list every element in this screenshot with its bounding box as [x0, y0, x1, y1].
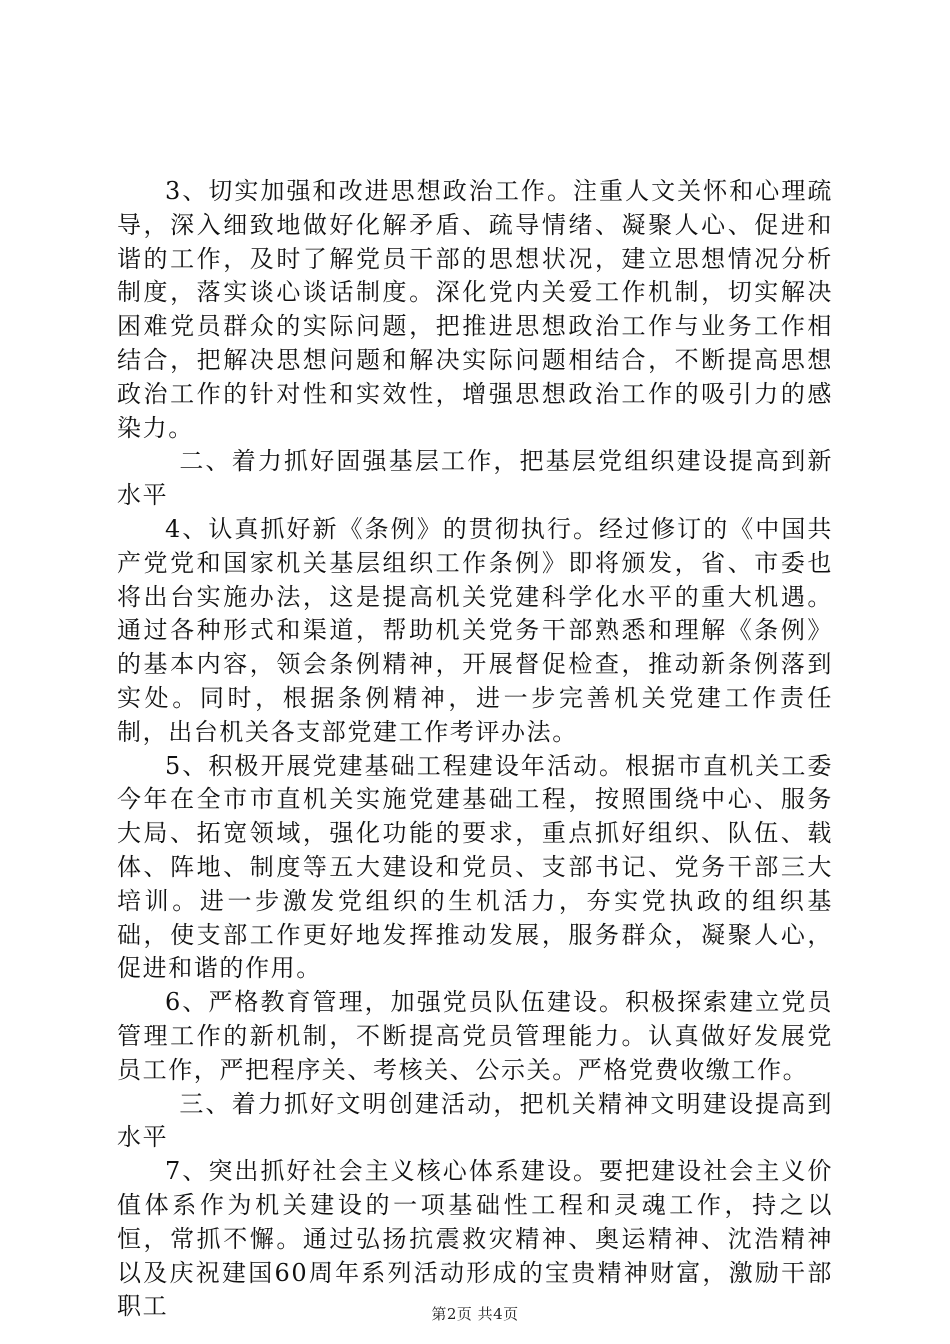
paragraph-item-4: 4、认真抓好新《条例》的贯彻执行。经过修订的《中国共产党党和国家机关基层组织工作条例》即将颁发，省、市委也将出台实施办法，这是提高机关党建科学化水平的重大机遇。通过各种形式和渠道，帮助机关党务干部熟悉和理解《条例》的基本内容，领会条例精神，开展督促检查，推动新条例落到实处。同时，根据条例精神，进一步完善机关党建工作责任制，出台机关各支部党建工作考评办法。 [117, 514, 833, 746]
paragraph-item-3: 3、切实加强和改进思想政治工作。注重人文关怀和心理疏导，深入细致地做好化解矛盾、疏导情绪、凝聚人心、促进和谐的工作，及时了解党员干部的思想状况，建立思想情况分析制度，落实谈心谈话制度。深化党内关爱工作机制，切实解决困难党员群众的实际问题，把推进思想政治工作与业务工作相结合，把解决思想问题和解决实际问题相结合，不断提高思想政治工作的针对性和实效性，增强思想政治工作的吸引力的感染力。 [117, 177, 833, 442]
page-number-footer: 第2页 共4页 [431, 1305, 519, 1323]
document-body [117, 175, 833, 1324]
section-heading-2: 二、着力抓好固强基层工作，把基层党组织建设提高到新水平 [117, 447, 833, 510]
paragraph-item-6: 6、严格教育管理，加强党员队伍建设。积极探索建立党员管理工作的新机制，不断提高党员管理能力。认真做好发展党员工作，严把程序关、考核关、公示关。严格党费收缴工作。 [117, 988, 833, 1084]
paragraph-item-5: 5、积极开展党建基础工程建设年活动。根据市直机关工委今年在全市市直机关实施党建基础工程，按照围绕中心、服务大局、拓宽领域，强化功能的要求，重点抓好组织、队伍、载体、阵地、制度等五大建设和党员、支部书记、党务干部三大培训。进一步激发党组织的生机活力，夯实党执政的组织基础，使支部工作更好地发挥推动发展，服务群众，凝聚人心，促进和谐的作用。 [117, 751, 833, 983]
section-heading-3: 三、着力抓好文明创建活动，把机关精神文明建设提高到水平 [117, 1089, 833, 1152]
paragraph-item-7: 7、突出抓好社会主义核心体系建设。要把建设社会主义价值体系作为机关建设的一项基础性工程和灵魂工作，持之以恒，常抓不懈。通过弘扬抗震救灾精神、奥运精神、沈浩精神以及庆祝建国60周年系列活动形成的宝贵精神财富，激励干部职工 [117, 1157, 833, 1321]
